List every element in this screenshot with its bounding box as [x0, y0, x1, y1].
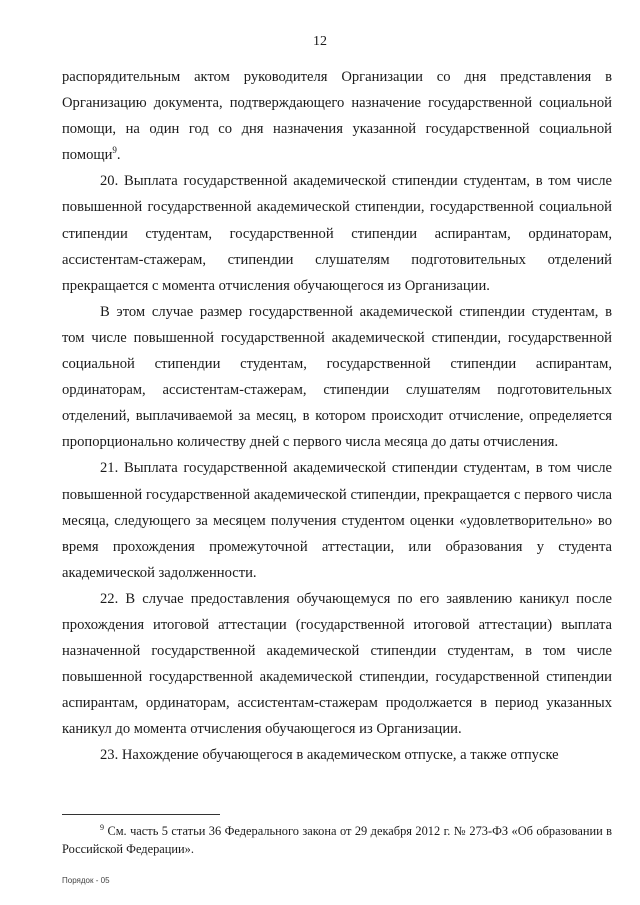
paragraph-text: распорядительным актом руководителя Организации со дня представления в Организацию документа, подтверждающего назначение государственной социальной помощи, на один год со дня назначения указанной государственной социальной помощи: [62, 69, 612, 164]
paragraph-item-23: 23. Нахождение обучающегося в академическом отпуске, а также отпуске: [100, 747, 559, 764]
footnote-divider: [62, 814, 220, 815]
paragraph-item-22: 22. В случае предоставления обучающемуся по его заявлению каникул после прохождения итоговой аттестации (государственной итоговой аттестации) выплата назначенной государственной академической стипендии студентам, в том числе повышенной государственной академической стипендии, государственной стипендии аспирантам, ординаторам, ассистентам-стажерам продолжается в период указанных каникул до момента отчисления обучающегося из Организации.: [62, 590, 612, 738]
footer-label: Порядок - 05: [62, 876, 110, 885]
footnote-marker: 9: [100, 822, 104, 832]
paragraph-text-end: .: [116, 147, 121, 164]
footnote-reference: 9: [112, 145, 117, 156]
document-body: [62, 64, 612, 769]
footnote-text: См. часть 5 статьи 36 Федерального закона от 29 декабря 2012 г. № 273-ФЗ «Об образовании в Российской Федерации».: [62, 824, 612, 856]
paragraph-item-20: 20. Выплата государственной академической стипендии студентам, в том числе повышенной государственной академической стипендии, государственной социальной стипендии студентам, государственной стипендии аспирантам, ординаторам, ассистентам-стажерам, стипендии слушателям подготовительных отделений прекращается с момента отчисления обучающегося из Организации.: [62, 173, 612, 294]
footnote: [62, 822, 612, 858]
paragraph-item-20-detail: В этом случае размер государственной академической стипендии студентам, в том числе повышенной государственной академической стипендии, государственной социальной стипендии студентам, государственной стипендии аспирантам, ординаторам, ассистентам-стажерам, стипендии слушателям подготовительных отделений, выплачиваемой за месяц, в котором происходит отчисление, определяется пропорционально количеству дней с первого числа месяца до даты отчисления.: [62, 303, 612, 451]
paragraph-item-21: 21. Выплата государственной академической стипендии студентам, в том числе повышенной государственной академической стипендии, прекращается с первого числа месяца, следующего за месяцем получения студентом оценки «удовлетворительно» во время прохождения промежуточной аттестации, или образования у студента академической задолженности.: [62, 460, 612, 581]
page-number: 12: [313, 34, 327, 49]
paragraph-continuation: [62, 64, 612, 168]
